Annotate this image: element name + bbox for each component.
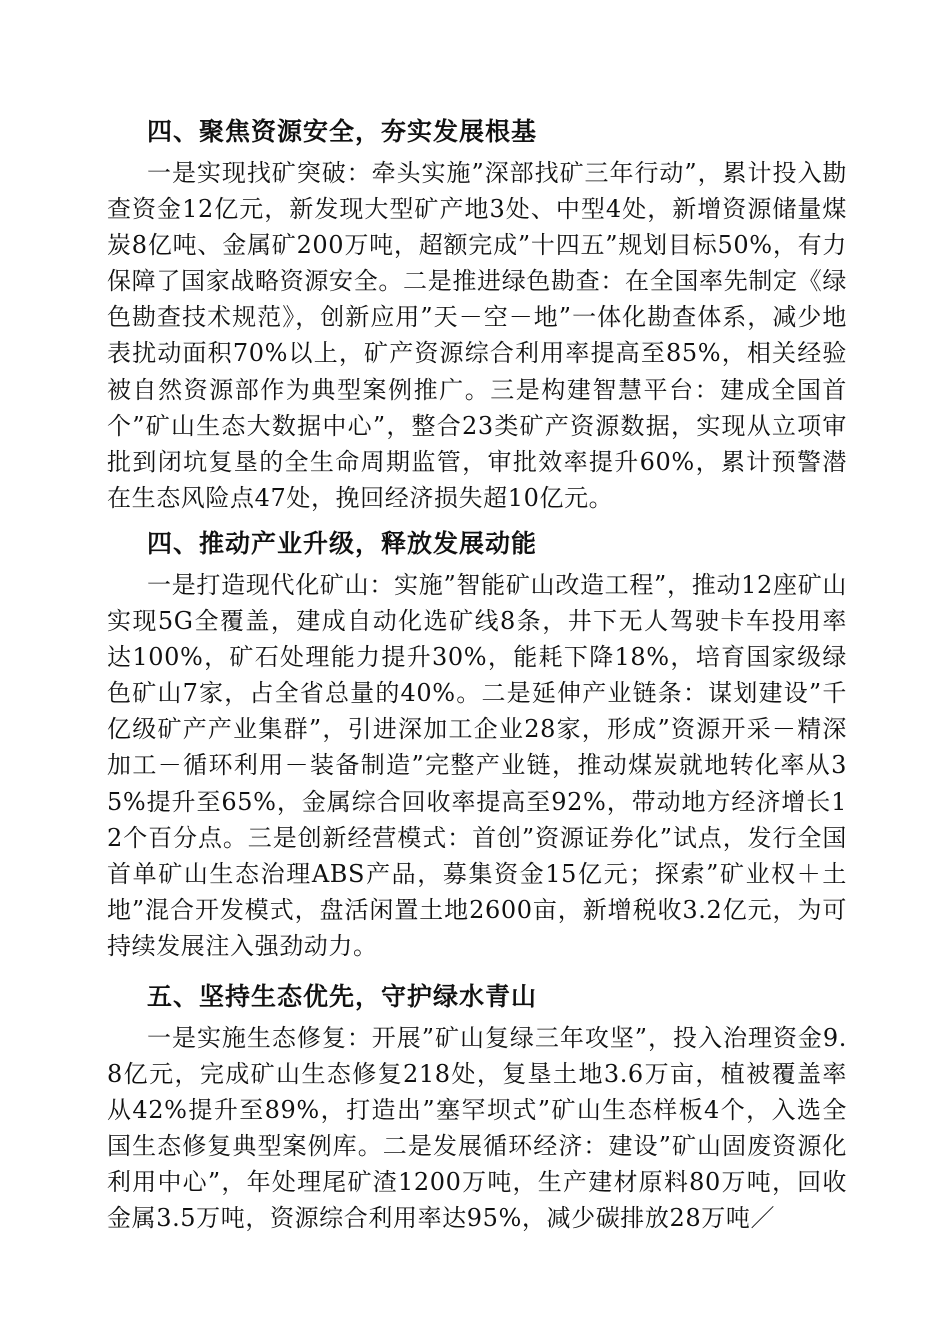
- section-resource-security: [107, 112, 847, 516]
- document-body: [107, 112, 847, 1250]
- section-heading: 五、坚持生态优先，守护绿水青山: [147, 981, 538, 1011]
- section-heading: 四、聚焦资源安全，夯实发展根基: [147, 117, 538, 146]
- section-heading: 四、推动产业升级，释放发展动能: [147, 528, 538, 558]
- section-paragraph: 一是打造现代化矿山：实施”智能矿山改造工程”，推动12座矿山实现5G全覆盖，建成自动化选矿线8条，井下无人驾驶卡车投用率达100%，矿石处理能力提升30%，能耗下降18%，培育国家级绿色矿山7家，占全省总量的40%。二是延伸产业链条：谋划建设”千亿级矿产产业集群”，引进深加工企业28家，形成”资源开采－精深加工－循环利用－装备制造”完整产业链，推动煤炭就地转化率从35%提升至65%，金属综合回收率提高至92%，带动地方经济增长12个百分点。三是创新经营模式：首创”资源证券化”试点，发行全国首单矿山生态治理ABS产品，募集资金15亿元；探索”矿业权＋土地”混合开发模式，盘活闲置土地2600亩，新增税收3.2亿元，为可持续发展注入强劲动力。: [107, 570, 847, 960]
- section-ecology-first: [107, 977, 847, 1237]
- section-industry-upgrade: [107, 524, 847, 964]
- section-paragraph: 一是实施生态修复：开展”矿山复绿三年攻坚”，投入治理资金9.8亿元，完成矿山生态修复218处，复垦土地3.6万亩，植被覆盖率从42%提升至89%，打造出”塞罕坝式”矿山生态样板4个，入选全国生态修复典型案例库。二是发展循环经济：建设”矿山固废资源化利用中心”，年处理尾矿渣1200万吨，生产建材原料80万吨，回收金属3.5万吨，资源综合利用率达95%，减少碳排放28万吨／: [107, 1023, 847, 1233]
- section-paragraph: 一是实现找矿突破：牵头实施”深部找矿三年行动”，累计投入勘查资金12亿元，新发现大型矿产地3处、中型4处，新增资源储量煤炭8亿吨、金属矿200万吨，超额完成”十四五”规划目标50%，有力保障了国家战略资源安全。二是推进绿色勘查：在全国率先制定《绿色勘查技术规范》，创新应用”天－空－地”一体化勘查体系，减少地表扰动面积70%以上，矿产资源综合利用率提高至85%，相关经验被自然资源部作为典型案例推广。三是构建智慧平台：建成全国首个”矿山生态大数据中心”，整合23类矿产资源数据，实现从立项审批到闭坑复垦的全生命周期监管，审批效率提升60%，累计预警潜在生态风险点47处，挽回经济损失超10亿元。: [107, 159, 847, 512]
